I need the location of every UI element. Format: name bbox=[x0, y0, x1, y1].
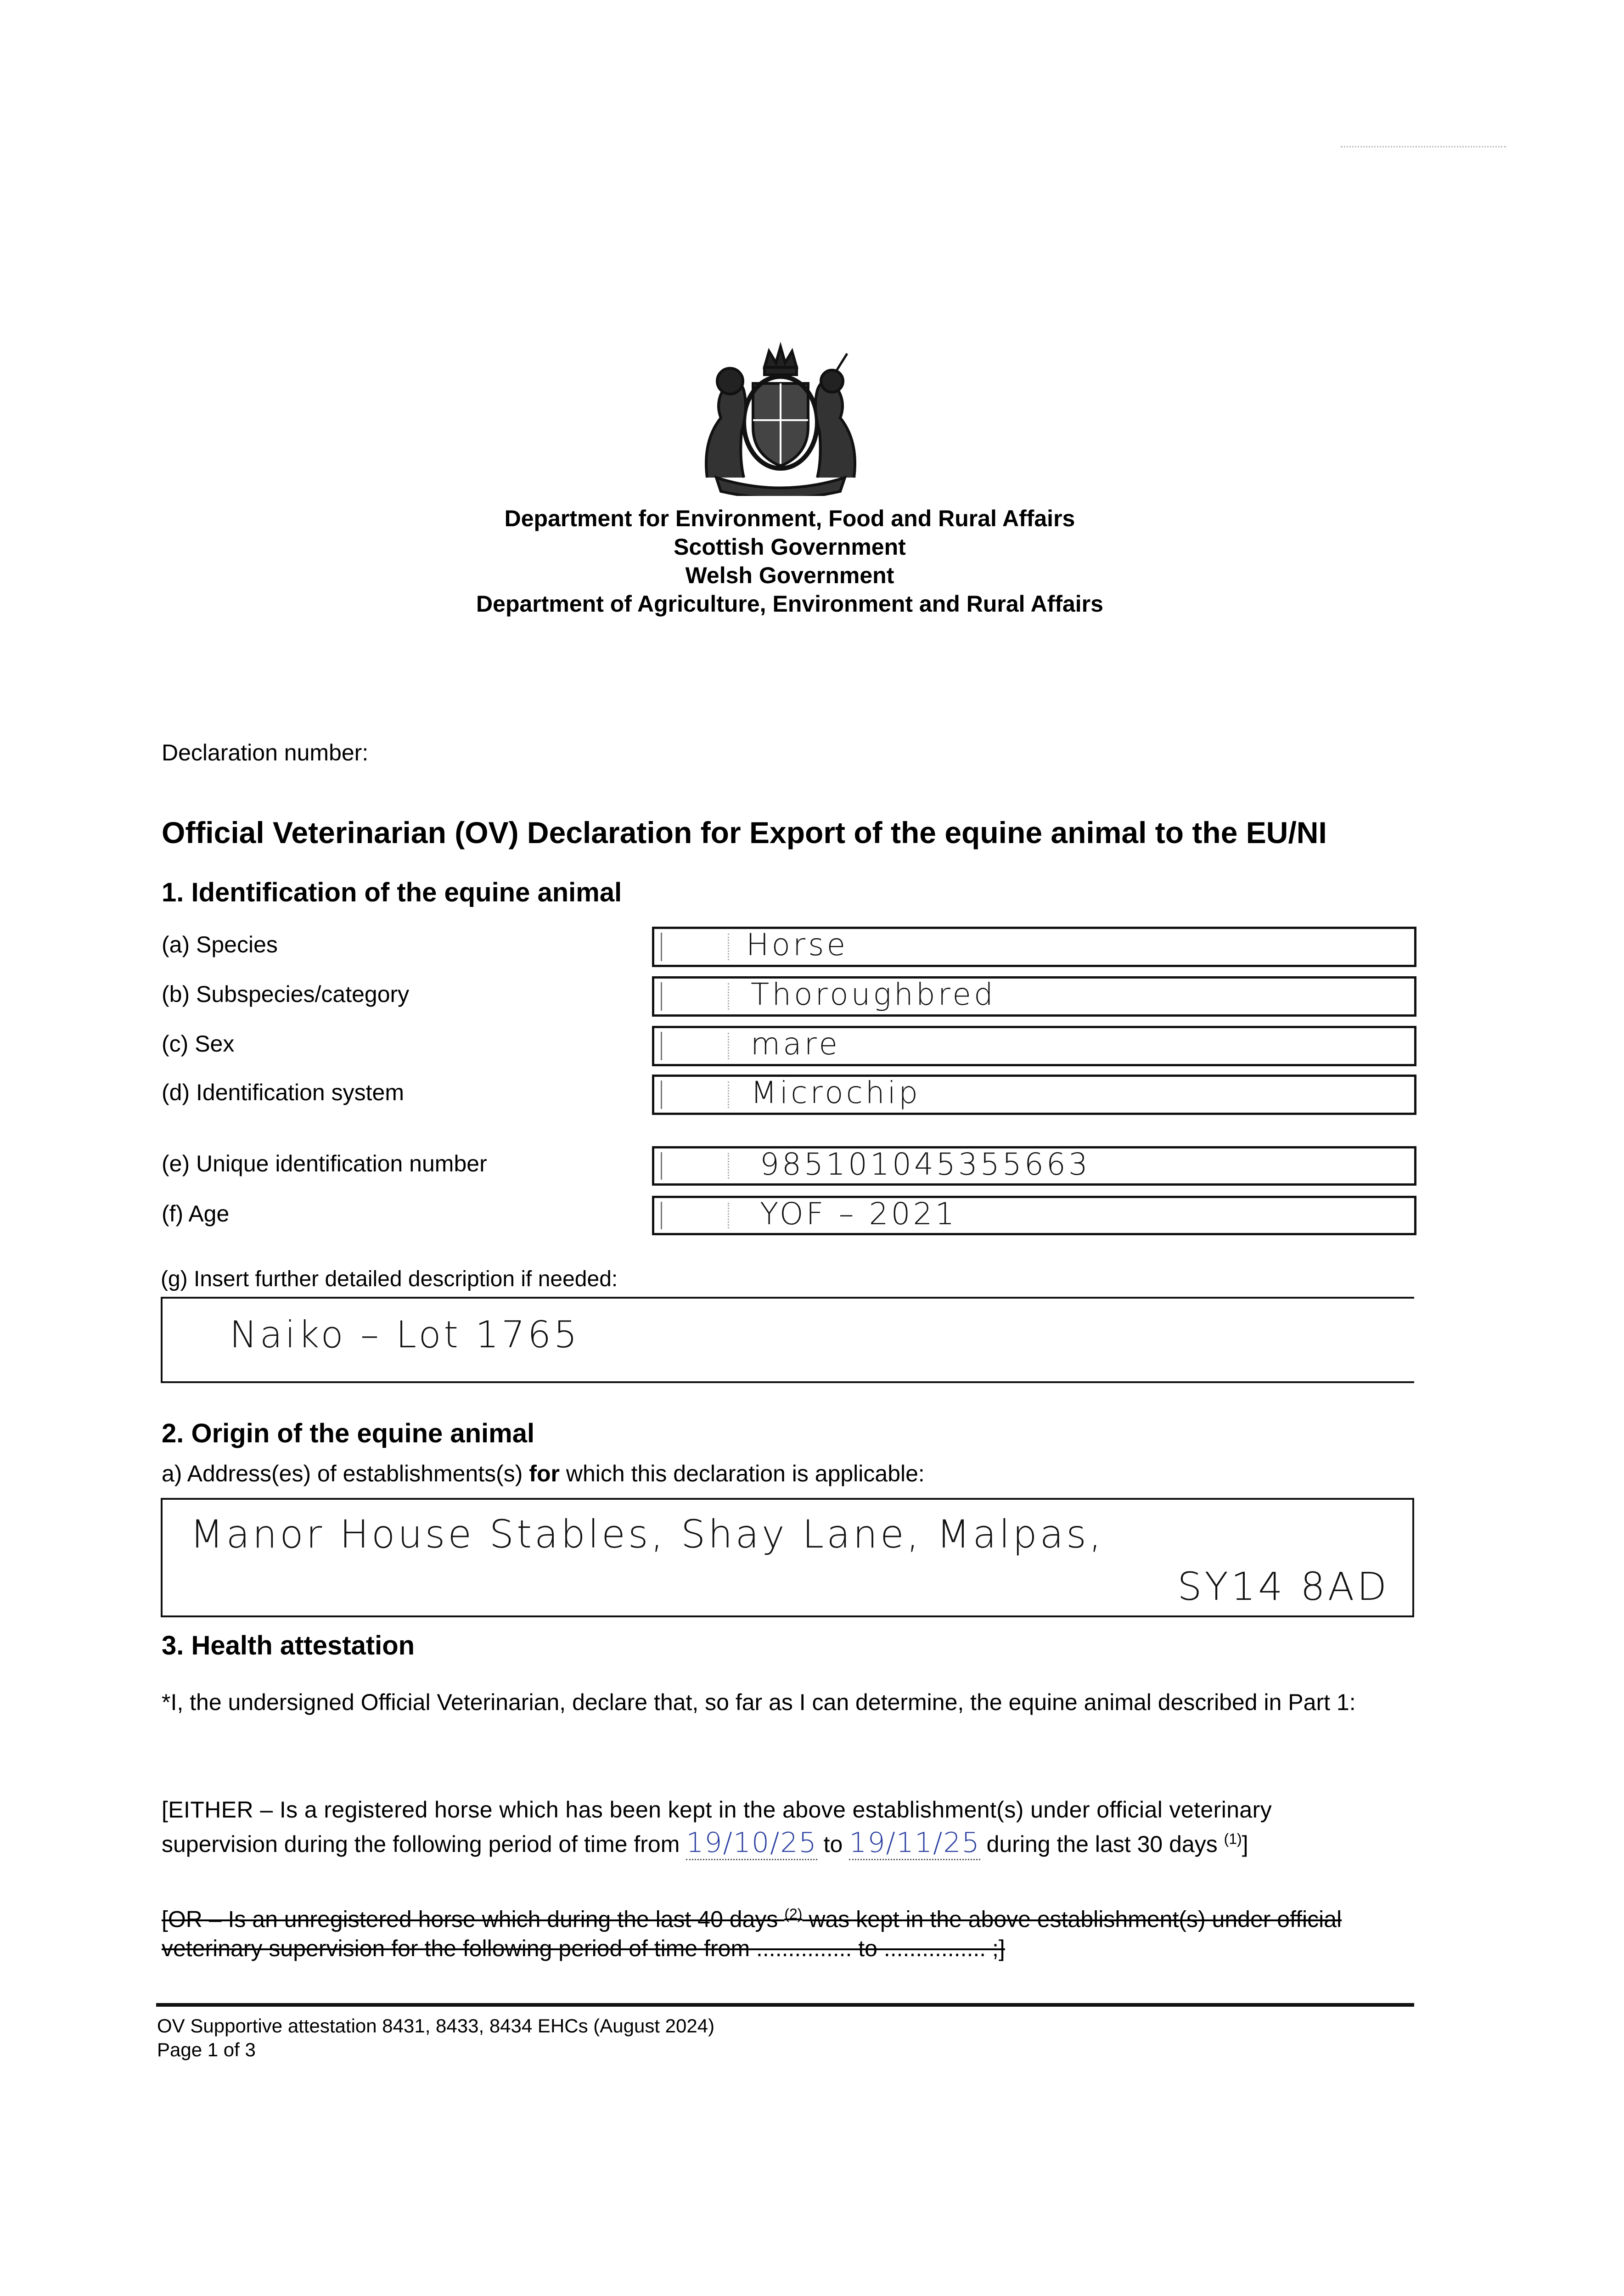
species-field[interactable] bbox=[652, 927, 1416, 967]
age-field[interactable] bbox=[652, 1196, 1416, 1235]
sex-field[interactable] bbox=[652, 1026, 1416, 1066]
scan-mark bbox=[1341, 146, 1506, 147]
address-label-pre: a) Address(es) of establishments(s) bbox=[162, 1461, 529, 1486]
uid-value: 985101045355663 bbox=[760, 1147, 1090, 1182]
section3-heading: 3. Health attestation bbox=[162, 1631, 415, 1660]
document-title: Official Veterinarian (OV) Declaration for Export of the equine animal to the EU/NI bbox=[162, 816, 1327, 850]
section2-heading: 2. Origin of the equine animal bbox=[162, 1418, 535, 1448]
footer-line1: OV Supportive attestation 8431, 8433, 8434 EHCs (August 2024) bbox=[157, 2015, 715, 2037]
attestation-intro: *I, the undersigned Official Veterinarian, declare that, so far as I can determine, the equine animal described in Part 1: bbox=[162, 1689, 1356, 1715]
date-to[interactable]: 19/11/25 bbox=[849, 1827, 980, 1860]
address-line2: SY14 8AD bbox=[1177, 1564, 1389, 1609]
or-footnote: (2) bbox=[784, 1906, 803, 1922]
footer-page: Page 1 of 3 bbox=[157, 2039, 256, 2060]
address-label-post: which this declaration is applicable: bbox=[559, 1461, 925, 1486]
or-line1-pre: [OR – Is an unregistered horse which during the last 40 days bbox=[162, 1906, 785, 1932]
dept-defra: Department for Environment, Food and Rural Affairs bbox=[504, 506, 1075, 531]
either-line2 bbox=[162, 1827, 1248, 1859]
dept-welsh-gov: Welsh Government bbox=[685, 563, 894, 588]
coat-of-arms bbox=[689, 340, 872, 496]
address-label bbox=[162, 1460, 925, 1487]
either-line2-pre: supervision during the following period of time from bbox=[162, 1831, 686, 1857]
further-description-left-rule bbox=[161, 1297, 163, 1382]
subspecies-value: Thoroughbred bbox=[751, 977, 996, 1012]
species-label: (a) Species bbox=[162, 932, 278, 957]
address-box[interactable] bbox=[161, 1498, 1414, 1617]
subspecies-field[interactable] bbox=[652, 976, 1416, 1017]
dept-scottish-gov: Scottish Government bbox=[674, 534, 906, 560]
further-description-bottom-rule bbox=[161, 1381, 1414, 1383]
uid-label: (e) Unique identification number bbox=[162, 1151, 487, 1176]
or-line2: veterinary supervision for the following period of time from ............... to ................ ;] bbox=[162, 1936, 1005, 1961]
age-label: (f) Age bbox=[162, 1201, 230, 1227]
either-line1: [EITHER – Is a registered horse which has been kept in the above establishment(s) under official veterinary bbox=[162, 1797, 1272, 1823]
section1-heading: 1. Identification of the equine animal bbox=[162, 878, 622, 907]
sex-value: mare bbox=[751, 1026, 841, 1062]
identification-system-field[interactable] bbox=[652, 1075, 1416, 1115]
uid-field[interactable] bbox=[652, 1146, 1416, 1186]
species-value: Horse bbox=[746, 927, 849, 962]
identification-system-label: (d) Identification system bbox=[162, 1080, 404, 1105]
identification-system-value: Microchip bbox=[751, 1075, 921, 1110]
or-line1-post: was kept in the above establishment(s) under official bbox=[802, 1906, 1342, 1932]
further-description-value[interactable]: Naiko – Lot 1765 bbox=[230, 1313, 580, 1356]
dept-daera: Department of Agriculture, Environment and Rural Affairs bbox=[476, 591, 1103, 617]
either-to: to bbox=[817, 1831, 849, 1857]
declaration-number-label: Declaration number: bbox=[162, 740, 369, 765]
subspecies-label: (b) Subspecies/category bbox=[162, 981, 410, 1007]
either-end: ] bbox=[1242, 1831, 1248, 1857]
address-label-bold: for bbox=[529, 1461, 560, 1486]
footer-rule bbox=[156, 2003, 1414, 2007]
date-from[interactable]: 19/10/25 bbox=[686, 1827, 817, 1860]
either-line2-post: during the last 30 days bbox=[980, 1831, 1224, 1857]
either-footnote: (1) bbox=[1224, 1830, 1242, 1847]
age-value: YOF – 2021 bbox=[760, 1196, 957, 1232]
address-line1: Manor House Stables, Shay Lane, Malpas, bbox=[190, 1512, 1104, 1557]
further-description-top-rule bbox=[161, 1297, 1414, 1299]
sex-label: (c) Sex bbox=[162, 1031, 235, 1057]
further-description-label: (g) Insert further detailed description if needed: bbox=[161, 1267, 618, 1291]
or-line1 bbox=[162, 1906, 1342, 1933]
